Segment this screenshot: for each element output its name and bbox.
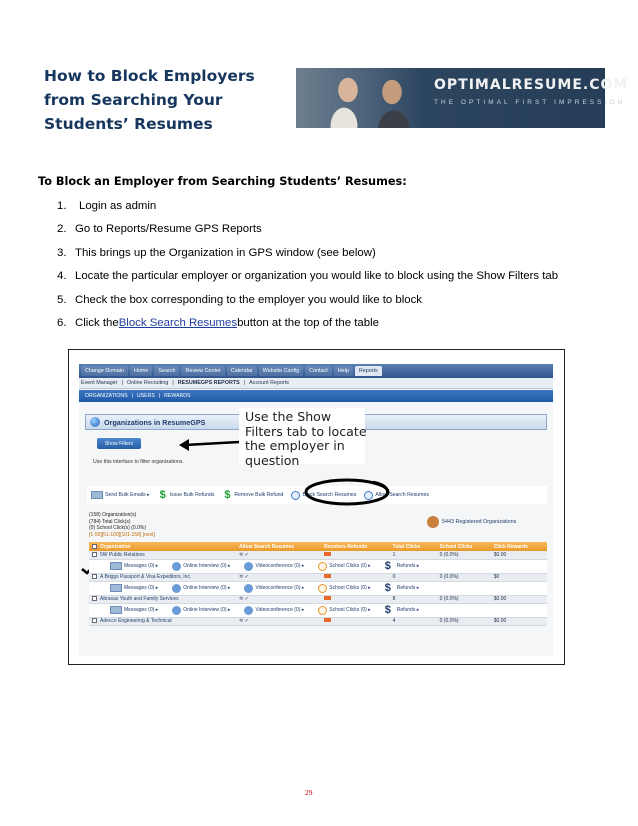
column-header[interactable]: School Clicks <box>437 542 491 551</box>
step-item: 1. Login as admin <box>57 200 157 212</box>
registered-organizations: 5443 Registered Organizations <box>427 516 516 528</box>
online-interview-link[interactable]: Online Interview (0) ▸ <box>172 606 230 615</box>
block-search-resumes-button[interactable]: Block Search Resumes <box>291 491 356 500</box>
reports-subnav: Event Manager | Online Recruiting | RESUMEGPS REPORTS | Account Reports <box>79 378 553 389</box>
nav-tab-help[interactable]: Help <box>334 366 353 376</box>
column-header[interactable]: Total Clicks <box>390 542 437 551</box>
subnav-resumegps-reports[interactable]: RESUMEGPS REPORTS <box>177 380 240 386</box>
panel-title: Organizations in ResumeGPS <box>104 417 206 427</box>
refund-flag-icon[interactable] <box>324 574 331 578</box>
people-icon <box>244 584 253 593</box>
people-icon <box>172 584 181 593</box>
subnav-organizations[interactable]: ORGANIZATIONS <box>85 393 128 399</box>
online-interview-link[interactable]: Online Interview (0) ▸ <box>172 562 230 571</box>
refund-flag-icon[interactable] <box>324 618 331 622</box>
organization-name[interactable]: 5W Public Relations <box>100 551 145 558</box>
people-icon <box>244 562 253 571</box>
people-icon <box>427 516 439 528</box>
row-actions <box>89 581 547 595</box>
organization-name[interactable]: Abraxas Youth and Family Services <box>100 596 179 602</box>
globe-icon <box>90 417 100 427</box>
row-actions <box>89 559 547 573</box>
organizations-table <box>89 542 547 626</box>
refund-flag-icon[interactable] <box>324 552 331 556</box>
award-icon <box>318 562 327 571</box>
school-clicks-link[interactable]: School Clicks (0) ▸ <box>318 584 370 593</box>
select-all-checkbox[interactable] <box>92 544 97 549</box>
nav-tab-change-domain[interactable]: Change Domain <box>81 366 128 376</box>
envelope-icon <box>91 491 103 499</box>
nav-tab-calendar[interactable]: Calendar <box>227 366 257 376</box>
messages-link[interactable]: Messages (0) ▸ <box>110 584 158 592</box>
messages-link[interactable]: Messages (0) ▸ <box>110 562 158 570</box>
people-icon <box>172 606 181 615</box>
envelope-icon <box>110 562 122 570</box>
optimalresume-logo: OPTIMALRESUME.COM <box>434 77 629 93</box>
resumegps-screenshot <box>68 349 565 665</box>
magnifier-icon <box>291 491 300 500</box>
callout-text: Use the Show Filters tab to locate the employer in question <box>245 409 367 468</box>
nav-tab-contact[interactable]: Contact <box>305 366 332 376</box>
subnav-account-reports[interactable]: Account Reports <box>249 380 290 386</box>
step-item: 2. Go to Reports/Resume GPS Reports <box>57 223 262 236</box>
refunds-link[interactable]: $ Refunds ▸ <box>384 604 420 616</box>
table-header <box>89 542 547 551</box>
steps-list <box>57 200 558 340</box>
page-number: 29 <box>305 788 313 797</box>
allow-search-resumes-button[interactable]: Allow Search Resumes <box>364 491 429 500</box>
logo-tagline: THE OPTIMAL FIRST IMPRESSION <box>434 99 626 106</box>
block-search-resumes-link[interactable]: Block Search Resumes <box>118 316 238 329</box>
nav-tab-review-center[interactable]: Review Center <box>181 366 224 376</box>
section-heading: To Block an Employer from Searching Students’ Resumes: <box>38 175 407 188</box>
table-row: Abraxas Youth and Family Services ⟲ ✓ 8 0 (0.0%) $0.00 <box>89 595 547 603</box>
messages-link[interactable]: Messages (0) ▸ <box>110 606 158 614</box>
nav-tab-website-config[interactable]: Website Config <box>259 366 303 376</box>
banner-photo <box>296 68 422 128</box>
subnav-event-manager[interactable]: Event Manager <box>81 380 118 386</box>
nav-tab-search[interactable]: Search <box>154 366 179 376</box>
nav-tab-home[interactable]: Home <box>130 366 152 376</box>
column-header[interactable]: Allow Search Resumes <box>236 542 321 551</box>
award-icon <box>318 606 327 615</box>
videoconference-link[interactable]: Videoconference (0) ▸ <box>244 562 304 571</box>
step-item: 6. Click the Block Search Resumes button at the top of the table <box>57 317 558 340</box>
refund-flag-icon[interactable] <box>324 596 331 600</box>
refunds-link[interactable]: $ Refunds ▸ <box>384 582 420 594</box>
row-actions <box>89 603 547 617</box>
step-item: 3. This brings up the Organization in GPS window (see below) <box>57 246 376 259</box>
callout-arrow <box>179 424 349 464</box>
gps-subnav: ORGANIZATIONS | USERS | REWARDS <box>79 390 553 402</box>
organization-name[interactable]: A Briggs Passport & Visa Expeditors, Inc. <box>100 574 192 580</box>
videoconference-link[interactable]: Videoconference (0) ▸ <box>244 584 304 593</box>
subnav-online-recruiting[interactable]: Online Recruiting <box>126 380 169 386</box>
step-item: 4. Locate the particular employer or organization you would like to block using the Show Filters tab <box>57 270 559 283</box>
row-checkbox[interactable] <box>92 618 97 623</box>
subnav-rewards[interactable]: REWARDS <box>164 393 191 399</box>
page-title: How to Block Employers from Searching Your Students’ Resumes <box>44 67 255 133</box>
show-filters-button[interactable]: Show Filters <box>97 438 141 449</box>
dollar-icon: $ <box>224 489 231 501</box>
dollar-icon: $ <box>159 489 166 501</box>
envelope-icon <box>110 584 122 592</box>
online-interview-link[interactable]: Online Interview (0) ▸ <box>172 584 230 593</box>
row-checkbox[interactable] <box>92 574 97 579</box>
award-icon <box>318 584 327 593</box>
report-stats: (158) Organization(s) (784) Total Click(s) (0) School Click(s) (0.0%) [1-50][51-100][101-158] [next] <box>89 512 155 538</box>
table-row: A Briggs Passport & Visa Expeditors, Inc. ⟲ ✓ 0 0 (0.0%) $0 <box>89 573 547 581</box>
step-item: 5. Check the box corresponding to the employer you would like to block <box>57 293 422 306</box>
filter-note: Use this interface to filter organizations. <box>93 459 184 465</box>
table-row: Adecco Engineering & Technical ⟲ ✓ 4 0 (0.0%) $0.00 <box>89 617 547 625</box>
school-clicks-link[interactable]: School Clicks (0) ▸ <box>318 606 370 615</box>
organization-name[interactable]: Adecco Engineering & Technical <box>100 618 172 624</box>
subnav-users[interactable]: USERS <box>136 393 155 399</box>
envelope-icon <box>110 606 122 614</box>
refunds-link[interactable]: $ Refunds ▸ <box>384 560 420 572</box>
school-clicks-link[interactable]: School Clicks (0) ▸ <box>318 562 370 571</box>
column-header[interactable]: Receives Refunds <box>321 542 389 551</box>
remove-bulk-refund-button[interactable]: $ Remove Bulk Refund <box>224 489 284 501</box>
issue-bulk-refunds-button[interactable]: $ Issue Bulk Refunds <box>159 489 215 501</box>
pagination-links[interactable]: [1-50][51-100][101-158] [next] <box>89 531 155 538</box>
nav-tab-reports[interactable]: Reports <box>355 366 382 376</box>
videoconference-link[interactable]: Videoconference (0) ▸ <box>244 606 304 615</box>
column-header[interactable]: Organization <box>89 542 236 551</box>
dollar-icon: $ <box>384 582 391 594</box>
row-checkbox[interactable] <box>92 552 97 557</box>
dollar-icon: $ <box>384 560 391 572</box>
main-nav <box>79 364 553 378</box>
table-row: 5W Public Relations ⟲ ✓ 1 0 (0.0%) $0.00 <box>89 551 547 559</box>
people-icon <box>244 606 253 615</box>
people-icon <box>172 562 181 571</box>
optimalresume-banner <box>296 68 629 128</box>
send-bulk-emails-button[interactable]: Send Bulk Emails ▸ <box>91 491 150 499</box>
dollar-icon: $ <box>384 604 391 616</box>
circle-highlight <box>303 477 391 507</box>
column-header[interactable]: Click Rewards <box>491 542 547 551</box>
row-checkbox[interactable] <box>92 596 97 601</box>
